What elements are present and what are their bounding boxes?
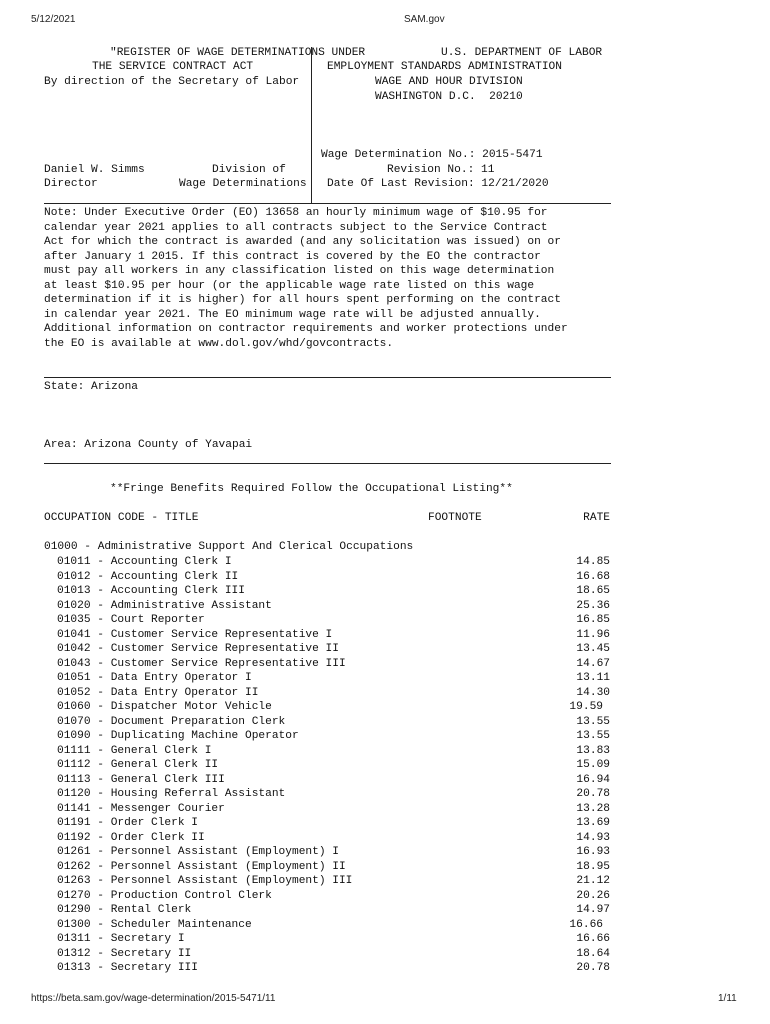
- occupation-title: 01041 - Customer Service Representative I: [57, 628, 333, 641]
- occupation-title: 01270 - Production Control Clerk: [57, 889, 272, 902]
- occupation-title: 01313 - Secretary III: [57, 962, 198, 974]
- occupation-title: 01113 - General Clerk III: [57, 773, 225, 786]
- header-vertical-divider: [311, 47, 312, 203]
- occupation-rate: 13.83: [576, 744, 610, 757]
- occupation-title: 01141 - Messenger Courier: [57, 802, 225, 815]
- column-header-rate: RATE: [583, 512, 610, 524]
- occupation-rate: 16.66: [569, 918, 603, 931]
- occupation-title: 01012 - Accounting Clerk II: [57, 570, 239, 583]
- area-label: Area: Arizona County of Yavapai: [44, 439, 253, 451]
- occupation-rate: 16.85: [576, 614, 610, 626]
- print-site: SAM.gov: [404, 14, 445, 25]
- occupation-group-title: 01000 - Administrative Support And Clerical Occupations: [44, 541, 414, 553]
- revision-number: Revision No.: 11: [387, 164, 495, 176]
- occupation-title: 01013 - Accounting Clerk III: [57, 585, 245, 597]
- note-line: calendar year 2021 applies to all contracts subject to the Service Contract: [44, 222, 548, 234]
- note-line: at least $10.95 per hour (or the applicable wage rate listed on this wage: [44, 280, 535, 292]
- occupation-rate: 13.55: [576, 730, 610, 742]
- print-url: https://beta.sam.gov/wage-determination/2015-5471/11: [31, 993, 276, 1004]
- occupation-rate: 16.94: [576, 773, 610, 786]
- column-header-footnote: FOOTNOTE: [428, 512, 482, 524]
- occupation-title: 01011 - Accounting Clerk I: [57, 556, 232, 568]
- column-header-occupation: OCCUPATION CODE - TITLE: [44, 512, 199, 524]
- occupation-title: 01020 - Administrative Assistant: [57, 599, 272, 612]
- occupation-rate: 25.36: [576, 599, 610, 612]
- occupation-rate: 21.12: [576, 875, 610, 887]
- occupation-rate: 16.66: [576, 933, 610, 945]
- occupation-rate: 11.96: [576, 628, 610, 641]
- occupation-title: 01263 - Personnel Assistant (Employment) III: [57, 875, 353, 887]
- occupation-rate: 20.78: [576, 788, 610, 800]
- note-line: Additional information on contractor requirements and worker protections under: [44, 323, 568, 335]
- occupation-rate: 13.45: [576, 643, 610, 655]
- occupation-rate: 14.67: [576, 657, 610, 670]
- dept-line-4: WASHINGTON D.C. 20210: [375, 91, 523, 103]
- occupation-rate: 16.93: [576, 846, 610, 858]
- occupation-rate: 13.28: [576, 802, 610, 815]
- wage-determination-number: Wage Determination No.: 2015-5471: [321, 149, 543, 161]
- note-line: must pay all workers in any classification listed on this wage determination: [44, 265, 555, 277]
- signatory-title: Director: [44, 178, 98, 190]
- occupation-title: 01290 - Rental Clerk: [57, 904, 192, 916]
- register-title-line-3: By direction of the Secretary of Labor: [44, 76, 300, 88]
- occupation-title: 01051 - Data Entry Operator I: [57, 672, 252, 684]
- register-title-line-1: "REGISTER OF WAGE DETERMINATIONS UNDER: [110, 47, 366, 59]
- occupation-title: 01300 - Scheduler Maintenance: [57, 918, 252, 931]
- division-line-1: Division of: [212, 164, 286, 176]
- note-line: the EO is available at www.dol.gov/whd/govcontracts.: [44, 338, 394, 350]
- print-page-number: 1/11: [718, 993, 737, 1004]
- header-rule: [44, 203, 611, 204]
- dept-line-2: EMPLOYMENT STANDARDS ADMINISTRATION: [327, 61, 562, 73]
- occupation-rate: 14.85: [576, 556, 610, 568]
- fringe-benefits-note: **Fringe Benefits Required Follow the Occupational Listing**: [110, 483, 513, 495]
- occupation-title: 01311 - Secretary I: [57, 933, 185, 945]
- last-revision-date: Date Of Last Revision: 12/21/2020: [327, 178, 549, 190]
- occupation-rate: 18.64: [576, 947, 610, 960]
- division-line-2: Wage Determinations: [179, 178, 307, 190]
- note-line: Act for which the contract is awarded (and any solicitation was issued) on or: [44, 236, 561, 248]
- occupation-title: 01052 - Data Entry Operator II: [57, 686, 259, 699]
- dept-line-1: U.S. DEPARTMENT OF LABOR: [441, 47, 603, 59]
- occupation-rate: 14.30: [576, 686, 610, 699]
- occupation-rate: 19.59: [569, 701, 603, 713]
- occupation-rate: 18.65: [576, 585, 610, 597]
- occupation-title: 01312 - Secretary II: [57, 947, 192, 960]
- state-rule: [44, 377, 611, 378]
- occupation-rate: 13.11: [576, 672, 610, 684]
- occupation-title: 01070 - Document Preparation Clerk: [57, 715, 286, 728]
- occupation-rate: 14.93: [576, 831, 610, 844]
- note-line: Note: Under Executive Order (EO) 13658 an hourly minimum wage of $10.95 for: [44, 207, 548, 219]
- occupation-title: 01191 - Order Clerk I: [57, 817, 198, 829]
- note-line: determination if it is higher) for all hours spent performing on the contract: [44, 294, 561, 306]
- occupation-title: 01120 - Housing Referral Assistant: [57, 788, 286, 800]
- occupation-rate: 14.97: [576, 904, 610, 916]
- register-title-line-2: THE SERVICE CONTRACT ACT: [92, 61, 254, 73]
- signatory-name: Daniel W. Simms: [44, 164, 145, 176]
- occupation-rate: 20.78: [576, 962, 610, 974]
- occupation-rate: 18.95: [576, 860, 610, 873]
- occupation-title: 01111 - General Clerk I: [57, 744, 212, 757]
- state-label: State: Arizona: [44, 381, 138, 393]
- dept-line-3: WAGE AND HOUR DIVISION: [375, 76, 523, 88]
- note-line: in calendar year 2021. The EO minimum wage rate will be adjusted annually.: [44, 309, 541, 321]
- occupation-rate: 13.55: [576, 715, 610, 728]
- occupation-title: 01262 - Personnel Assistant (Employment) II: [57, 860, 346, 873]
- occupation-title: 01043 - Customer Service Representative III: [57, 657, 346, 670]
- occupation-title: 01042 - Customer Service Representative II: [57, 643, 339, 655]
- occupation-title: 01192 - Order Clerk II: [57, 831, 205, 844]
- note-line: after January 1 2015. If this contract is covered by the EO the contractor: [44, 251, 541, 263]
- occupation-title: 01261 - Personnel Assistant (Employment) I: [57, 846, 339, 858]
- area-rule: [44, 463, 611, 464]
- occupation-rate: 15.09: [576, 759, 610, 771]
- occupation-rate: 13.69: [576, 817, 610, 829]
- occupation-rate: 16.68: [576, 570, 610, 583]
- occupation-title: 01035 - Court Reporter: [57, 614, 205, 626]
- occupation-title: 01112 - General Clerk II: [57, 759, 219, 771]
- occupation-title: 01090 - Duplicating Machine Operator: [57, 730, 299, 742]
- occupation-rate: 20.26: [576, 889, 610, 902]
- occupation-title: 01060 - Dispatcher Motor Vehicle: [57, 701, 272, 713]
- print-date: 5/12/2021: [31, 14, 76, 25]
